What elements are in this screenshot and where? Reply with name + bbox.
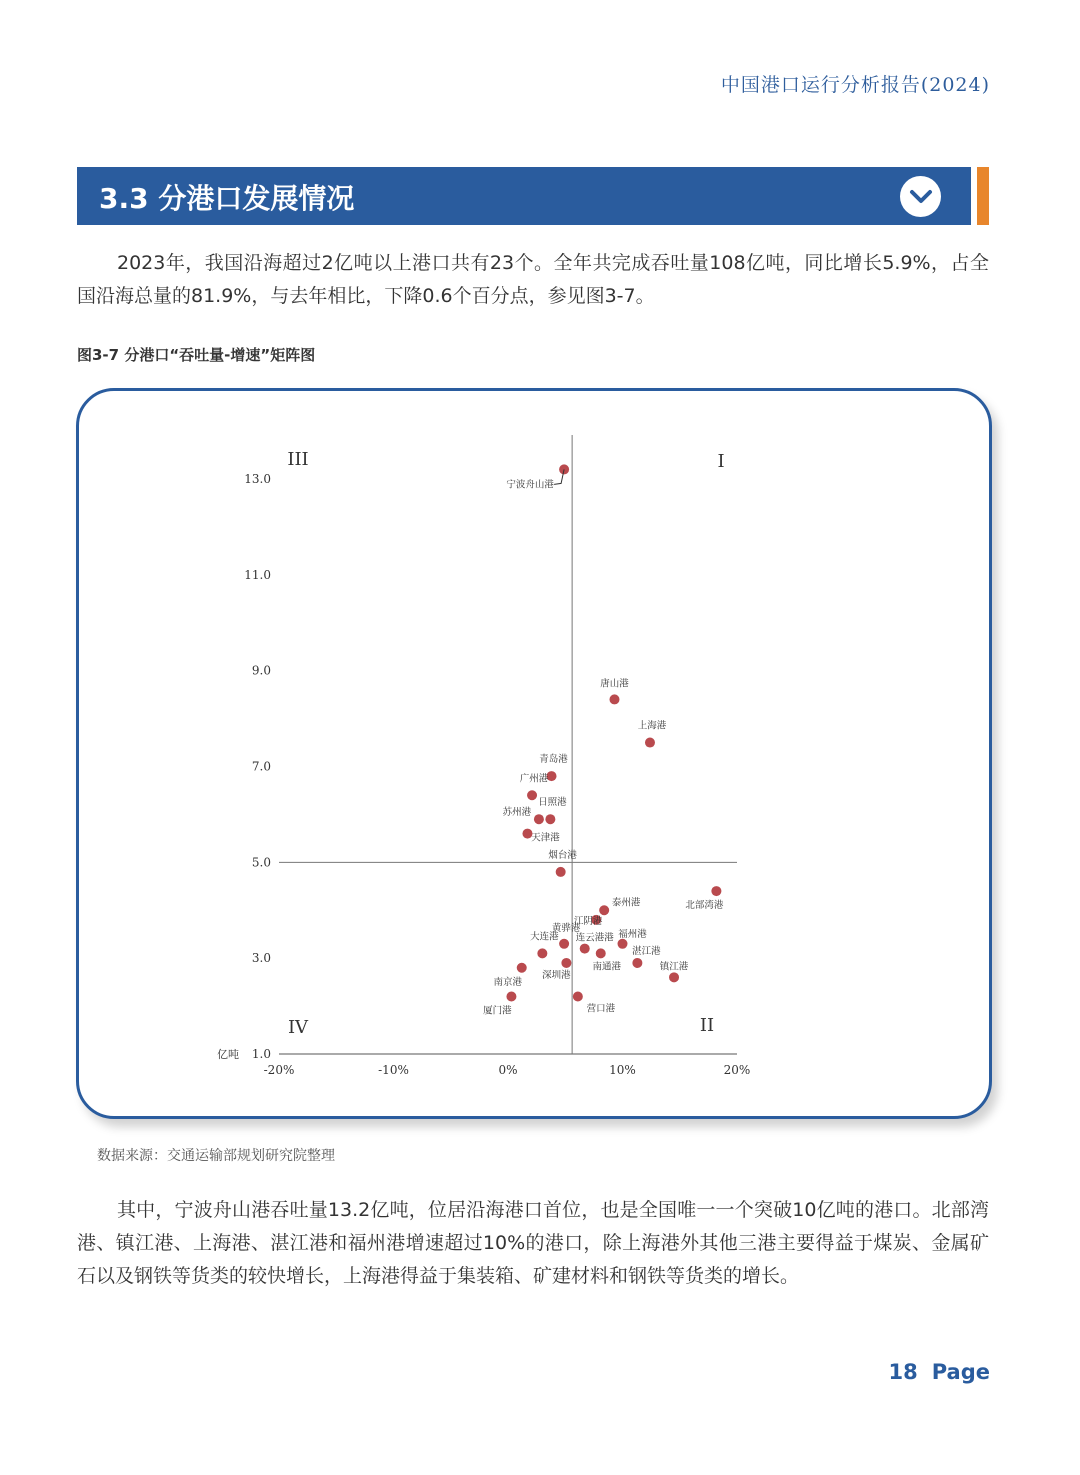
body-paragraph: 其中，宁波舟山港吞吐量13.2亿吨，位居沿海港口首位，也是全国唯一一个突破10亿吨的港口。北部湾港、镇江港、上海港、湛江港和福州港增速超过10%的港口，除上海港外其他三港主要得益于煤炭、金属矿石以及钢铁等货类的较快增长，上海港得益于集装箱、矿建材料和钢铁等货类的增长。: [77, 1199, 989, 1287]
scatter-chart: [79, 391, 989, 1116]
point-label: 苏州港: [502, 807, 532, 819]
point-label: 唐山港: [600, 678, 629, 690]
point-label: 连云港港: [575, 932, 614, 944]
y-unit-label: 亿吨: [217, 1048, 239, 1061]
x-tick-label: 20%: [723, 1063, 751, 1077]
y-tick-label: 1.0: [251, 1047, 271, 1061]
data-point: [618, 939, 628, 949]
page-word: Page: [931, 1360, 990, 1384]
quadrant-label: I: [717, 451, 725, 472]
data-point: [559, 464, 569, 474]
y-tick-label: 11.0: [244, 567, 271, 582]
section-title: 3.3 分港口发展情况: [99, 182, 355, 215]
y-tick-label: 9.0: [251, 663, 271, 678]
point-label: 宁波舟山港: [506, 479, 554, 491]
data-point: [517, 963, 527, 973]
point-label: 深圳港: [542, 969, 571, 981]
intro-paragraph: 2023年，我国沿海超过2亿吨以上港口共有23个。全年共完成吞吐量108亿吨，同比增长5.9%，占全国沿海总量的81.9%，与去年相比，下降0.6个百分点，参见图3-7。: [77, 252, 989, 307]
point-label: 烟台港: [548, 849, 577, 861]
x-tick-label: -10%: [378, 1063, 409, 1077]
point-label: 湛江港: [632, 945, 661, 957]
point-label: 营口港: [586, 1003, 616, 1015]
data-point: [645, 738, 655, 748]
point-label: 广州港: [519, 773, 549, 785]
y-tick-label: 3.0: [251, 951, 271, 966]
point-label: 南京港: [493, 976, 522, 988]
x-tick-label: -20%: [263, 1063, 295, 1077]
data-point: [573, 992, 583, 1002]
point-label: 青岛港: [539, 754, 568, 766]
point-label: 日照港: [538, 797, 567, 809]
chevron-down-icon[interactable]: [900, 176, 941, 217]
data-point: [545, 814, 555, 824]
page-number: [888, 1360, 990, 1384]
point-label: 江阴港: [573, 915, 603, 927]
point-label: 镇江港: [659, 961, 689, 973]
data-source: 数据来源：交通运输部规划研究院整理: [97, 1148, 335, 1164]
data-point: [534, 814, 544, 824]
data-point: [596, 948, 606, 958]
point-label: 福州港: [618, 928, 647, 940]
quadrant-label: II: [699, 1015, 715, 1036]
point-label: 南通港: [592, 961, 622, 973]
point-label: 上海港: [637, 720, 667, 732]
figure-caption: 图3-7 分港口“吞吐量-增速”矩阵图: [77, 346, 316, 364]
data-point: [506, 992, 516, 1002]
x-tick-label: 10%: [609, 1063, 636, 1077]
data-point: [711, 886, 721, 896]
point-label: 天津港: [531, 832, 560, 844]
data-point: [556, 867, 566, 877]
point-label: 黄骅港: [551, 922, 581, 934]
section-header: [77, 167, 971, 225]
point-label: 厦门港: [483, 1005, 512, 1017]
y-tick-label: 7.0: [251, 759, 271, 774]
quadrant-label: IV: [287, 1017, 309, 1038]
point-label: 大连港: [530, 931, 559, 943]
data-point: [609, 694, 619, 704]
data-point: [537, 948, 547, 958]
section-accent-bar: [977, 167, 989, 225]
data-point: [580, 944, 590, 954]
page-number-value: 18: [888, 1360, 918, 1384]
y-tick-label: 5.0: [251, 855, 271, 870]
chart-frame: [76, 388, 992, 1119]
report-title: 中国港口运行分析报告(2024): [720, 74, 990, 96]
y-tick-label: 13.0: [244, 472, 271, 486]
data-point: [632, 958, 642, 968]
data-point: [527, 790, 537, 800]
point-label: 泰州港: [611, 897, 641, 909]
data-point: [559, 939, 569, 949]
data-point: [561, 958, 571, 968]
data-point: [669, 972, 679, 982]
point-label: 北部湾港: [685, 900, 724, 912]
data-point: [599, 905, 609, 915]
x-tick-label: 0%: [498, 1063, 518, 1077]
quadrant-label: III: [287, 449, 309, 470]
